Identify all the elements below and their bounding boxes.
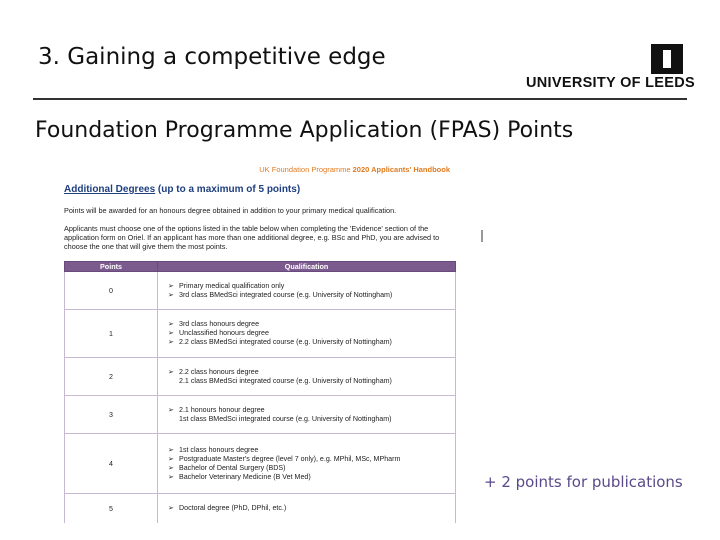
- section-title-note: (up to a maximum of 5 points): [155, 184, 301, 195]
- handbook-excerpt: [38, 155, 482, 523]
- qualification-cell: [158, 494, 456, 524]
- handbook-header-prefix: UK Foundation Programme: [259, 165, 353, 174]
- points-value: 5: [65, 494, 158, 524]
- qualification-text: 3rd class honours degree: [179, 320, 260, 328]
- slide-title: 3. Gaining a competitive edge: [38, 44, 386, 70]
- qualification-line: [168, 282, 455, 291]
- section-title: [64, 184, 300, 195]
- qualification-text: 2.1 class BMedSci integrated course (e.g. University of Nottingham): [179, 376, 392, 385]
- qualification-cell: [158, 434, 456, 494]
- section-title-main: Additional Degrees: [64, 184, 156, 195]
- table-header-row: [65, 262, 456, 272]
- qualification-line: [168, 329, 455, 338]
- university-logo-text: UNIVERSITY OF LEEDS: [526, 75, 695, 91]
- bullet-arrow-icon: ➢: [168, 405, 174, 414]
- qualification-text: Primary medical qualification only: [179, 281, 285, 290]
- qualification-line: [168, 368, 455, 377]
- points-table: [64, 261, 456, 523]
- table-row: [65, 310, 456, 358]
- qualification-line: [168, 377, 455, 386]
- qualification-line: [168, 291, 455, 300]
- handbook-header: [259, 165, 450, 174]
- qualification-text: 2.2 class BMedSci integrated course (e.g. University of Nottingham): [179, 338, 392, 346]
- qualification-text: 1st class honours degree: [179, 445, 259, 454]
- qualification-line: [168, 455, 455, 464]
- university-crest-icon: [651, 44, 683, 74]
- bullet-arrow-icon: ➢: [168, 445, 174, 454]
- bullet-arrow-icon: ➢: [168, 338, 174, 346]
- qualification-cell: [158, 310, 456, 358]
- table-row: [65, 272, 456, 310]
- bullet-arrow-icon: ➢: [168, 281, 174, 290]
- qualification-text: 3rd class BMedSci integrated course (e.g. University of Nottingham): [179, 290, 393, 299]
- bullet-arrow-icon: ➢: [168, 463, 174, 472]
- table-row: [65, 494, 456, 524]
- bullet-arrow-icon: ➢: [168, 472, 174, 481]
- qualification-column-header: Qualification: [158, 262, 456, 272]
- bullet-arrow-icon: ➢: [168, 290, 174, 299]
- table-row: [65, 396, 456, 434]
- qualification-text: 2.1 honours honour degree: [179, 405, 265, 414]
- qualification-text: 1st class BMedSci integrated course (e.g. University of Nottingham): [179, 414, 392, 423]
- qualification-text: Unclassified honours degree: [179, 329, 269, 337]
- bullet-arrow-icon: ➢: [168, 504, 174, 512]
- title-divider: [33, 98, 687, 100]
- instructions-paragraph: Applicants must choose one of the options listed in the table below when completing the 'Evidence' section of the application form on Oriel. If an applicant has more than one additional degree, e.g. BSc and PhD, you are advised to choose the one that will give them the most points.: [64, 224, 440, 251]
- points-value: 0: [65, 272, 158, 310]
- qualification-line: [168, 464, 455, 473]
- qualification-cell: [158, 358, 456, 396]
- bullet-arrow-icon: ➢: [168, 329, 174, 337]
- points-value: 2: [65, 358, 158, 396]
- qualification-line: [168, 473, 455, 482]
- points-value: 1: [65, 310, 158, 358]
- qualification-line: [168, 504, 455, 513]
- qualification-text: Bachelor of Dental Surgery (BDS): [179, 463, 286, 472]
- qualification-text: Doctoral degree (PhD, DPhil, etc.): [179, 504, 287, 512]
- qualification-text: Bachelor Veterinary Medicine (B Vet Med): [179, 472, 311, 481]
- qualification-text: Postgraduate Master's degree (level 7 only), e.g. MPhil, MSc, MPharm: [179, 454, 401, 463]
- slide-heading: Foundation Programme Application (FPAS) Points: [35, 118, 574, 143]
- table-row: [65, 358, 456, 396]
- qualification-cell: [158, 272, 456, 310]
- table-row: [65, 434, 456, 494]
- qualification-cell: [158, 396, 456, 434]
- intro-paragraph: Points will be awarded for an honours degree obtained in addition to your primary medical qualification.: [64, 206, 397, 215]
- bullet-arrow-icon: ➢: [168, 320, 174, 328]
- publications-note: + 2 points for publications: [484, 473, 683, 491]
- qualification-line: [168, 320, 455, 329]
- points-value: 4: [65, 434, 158, 494]
- qualification-text: 2.2 class honours degree: [179, 367, 259, 376]
- handbook-header-title: 2020 Applicants' Handbook: [352, 165, 450, 174]
- qualification-line: [168, 406, 455, 415]
- qualification-line: [168, 446, 455, 455]
- bullet-arrow-icon: ➢: [168, 367, 174, 376]
- bullet-arrow-icon: ➢: [168, 454, 174, 463]
- qualification-line: [168, 415, 455, 424]
- points-column-header: Points: [65, 262, 158, 272]
- points-value: 3: [65, 396, 158, 434]
- qualification-line: [168, 338, 455, 347]
- scroll-marker: [481, 230, 483, 242]
